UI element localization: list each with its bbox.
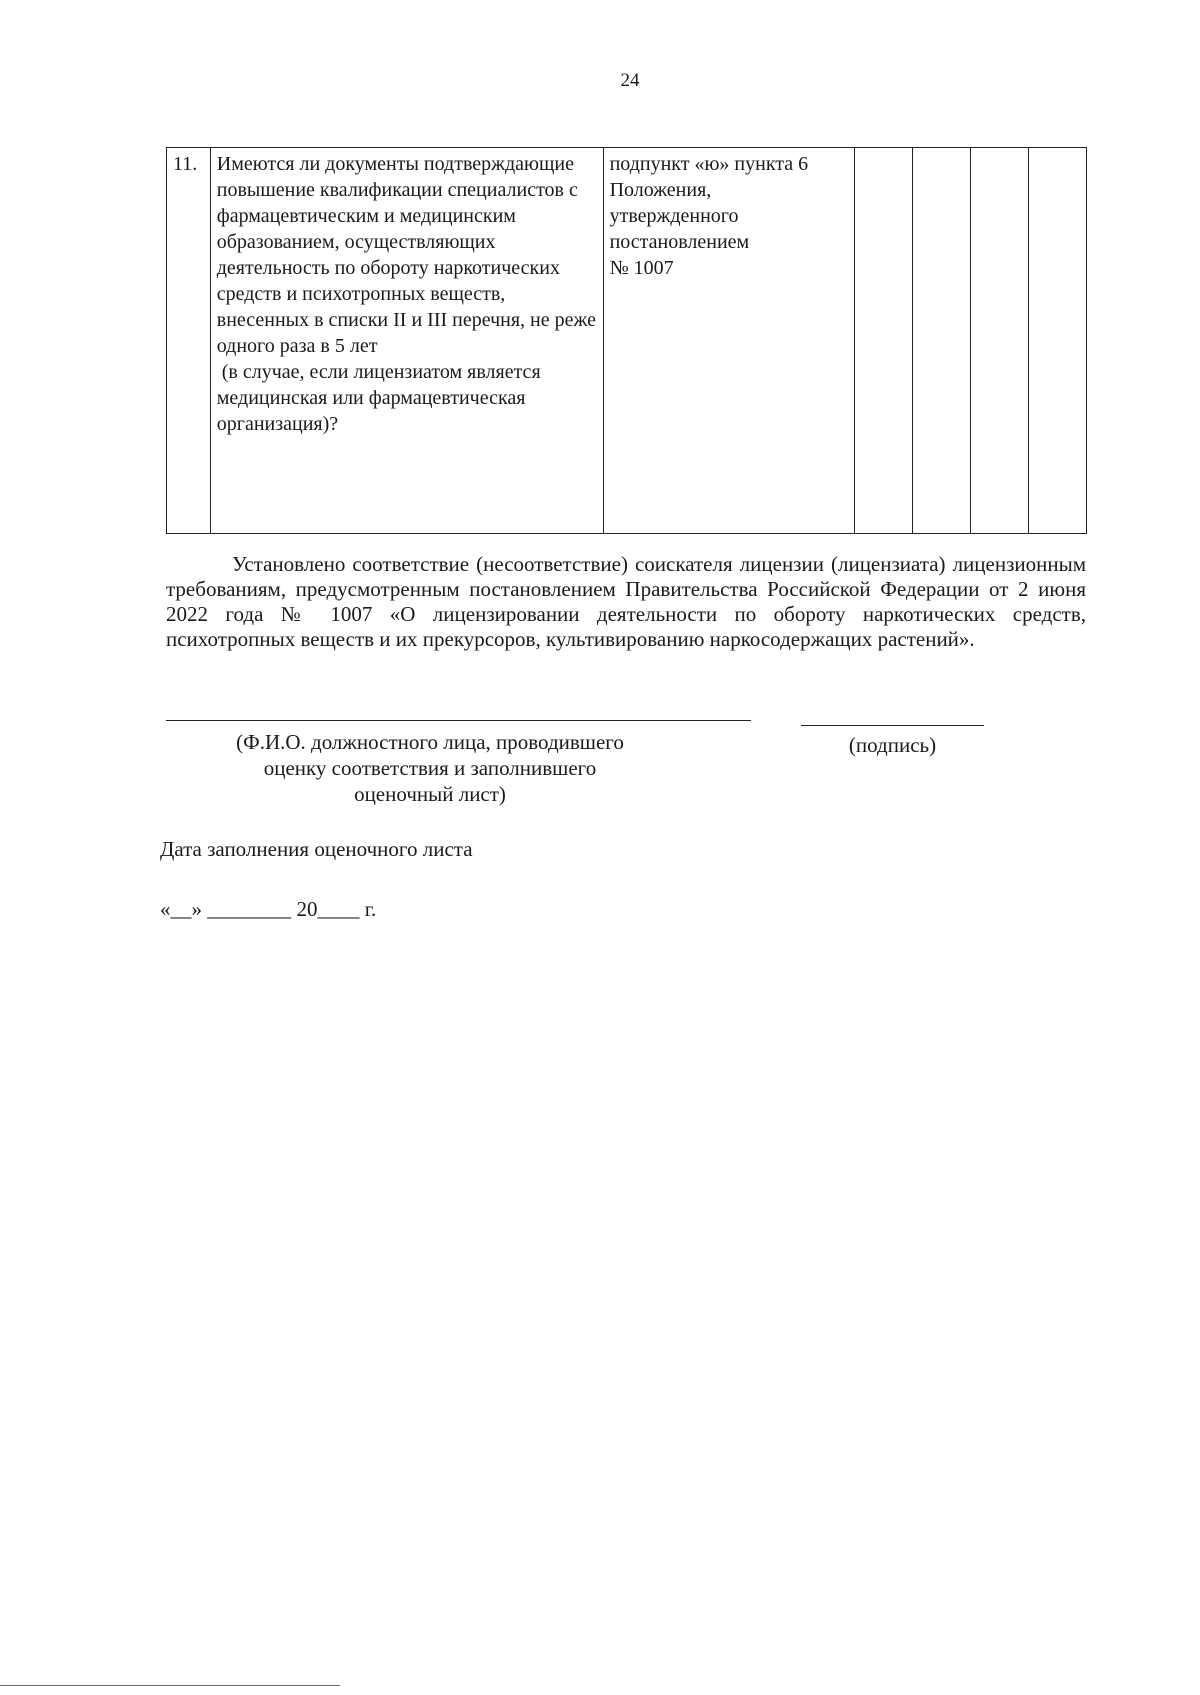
name-caption-line: оценку соответствия и заполнившего [263,756,597,780]
answer-cell-no[interactable] [912,148,970,534]
date-label: Дата заполнения оценочного листа [160,837,473,861]
footer-rule [0,1685,340,1686]
question-cell [210,148,603,534]
conformity-statement: Установлено соответствие (несоответствие) соискателя лицензии (лицензиата) лицензионным требованиям, предусмотренным постановлением Правительства Российской Федерации от 2 июня 2022 года № 1007 «О лицензировании деятельности по обороту наркотических средств, психотропных веществ и их прекурсоров, культивированию наркосодержащих растений». [166,552,1086,651]
legal-basis-line: Положения, [609,179,712,201]
name-signature-line[interactable] [166,720,751,721]
legal-basis-cell [603,148,854,534]
legal-basis-line: постановлением [609,231,750,253]
date-blank-field[interactable]: «__» ________ 20____ г. [160,897,377,921]
signature-caption: (подпись) [848,733,937,757]
evaluation-table [166,147,1087,534]
answer-cell-not-applicable[interactable] [970,148,1028,534]
answer-cell-yes[interactable] [854,148,912,534]
legal-basis-line: утвержденного [609,205,739,227]
row-number: 11. [173,153,198,175]
page-number: 24 [620,70,640,91]
legal-basis-line: № 1007 [609,257,674,279]
question-note: (в случае, если лицензиатом является медицинская или фармацевтическая организация)? [216,361,546,435]
name-caption [170,729,690,807]
table-row [167,148,1087,534]
answer-cell-notes[interactable] [1028,148,1086,534]
name-caption-line: оценочный лист) [354,782,506,806]
row-number-cell [167,148,211,534]
name-caption-line: (Ф.И.О. должностного лица, проводившего [236,730,624,754]
signature-line[interactable] [801,725,984,726]
question-text: Имеются ли документы подтверждающие повышение квалификации специалистов с фармацевтическим и медицинским образованием, осуществляющих деятельность по обороту наркотических средств и психотропных веществ, внесенных в списки II и III перечня, не реже одного раза в 5 лет [216,153,596,357]
legal-basis-line: подпункт «ю» пункта 6 [609,153,809,175]
